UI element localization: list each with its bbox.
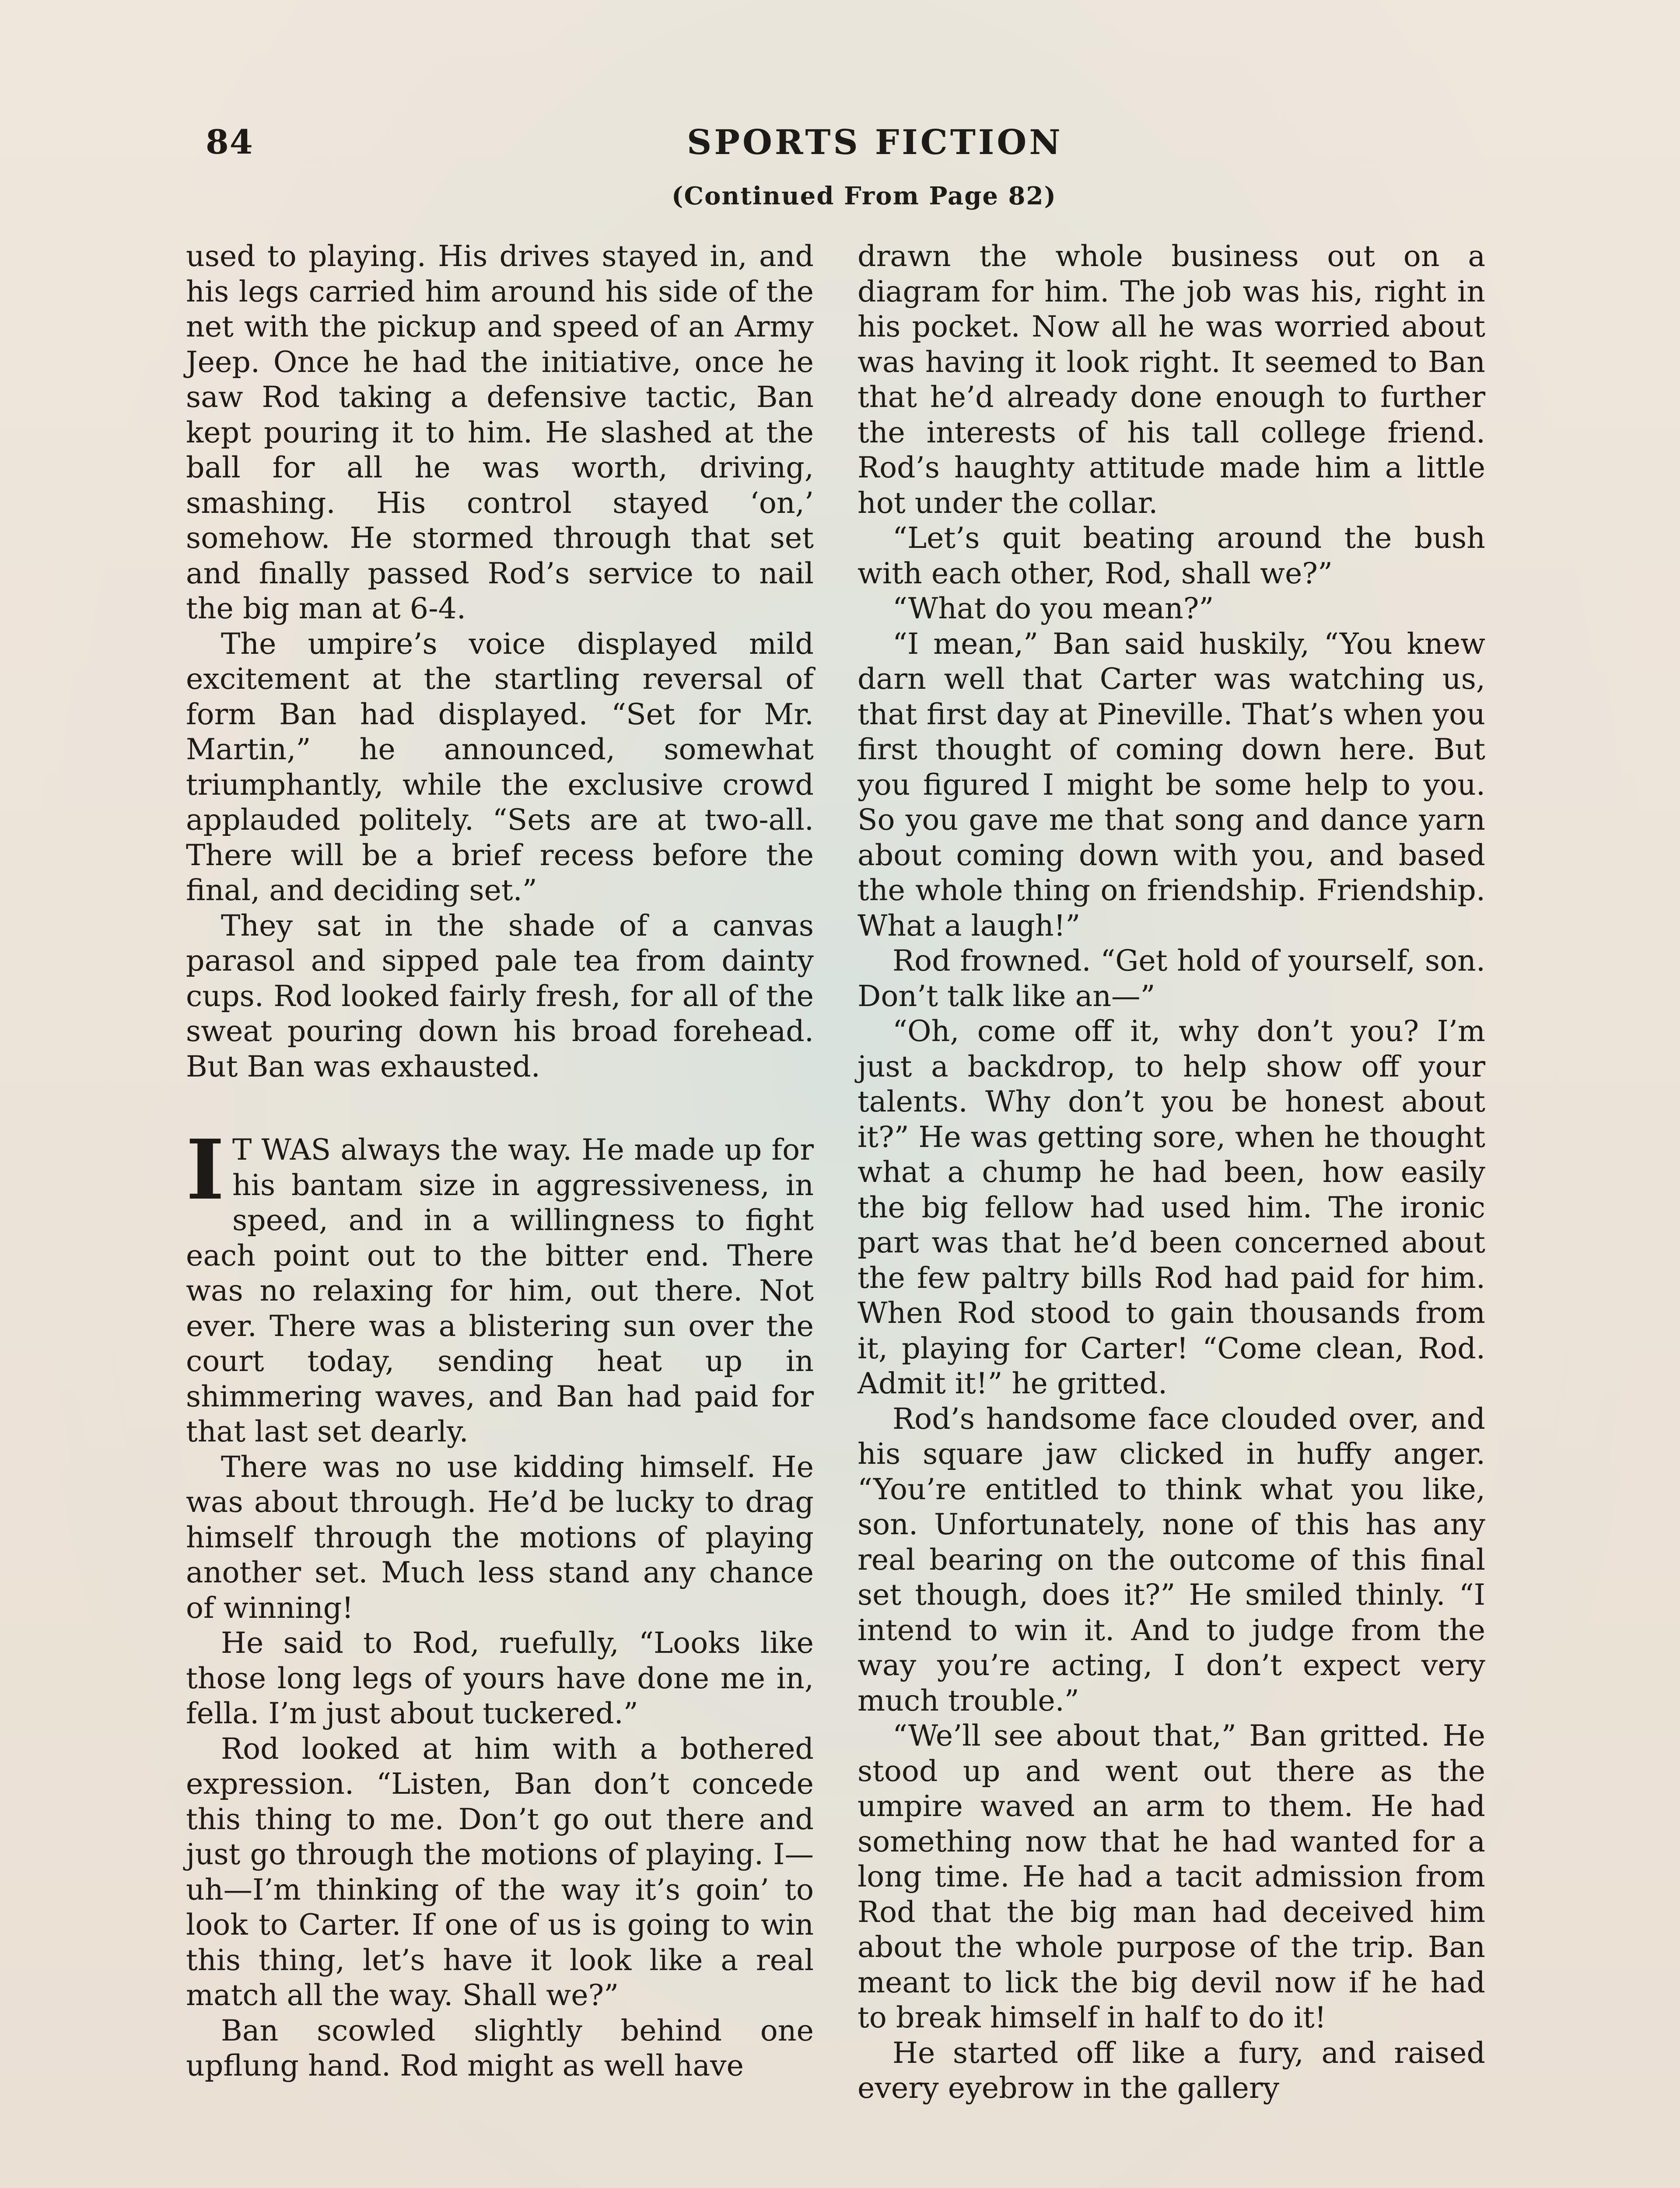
paragraph: drawn the whole business out on a diagram for him. The job was his, right in his pocket. Now all he was worried about was having it look right. It seemed to Ban that he’d already done enough to further the interests of his tall college friend. Rod’s haughty attitude made him a little hot under the collar. [858,239,1485,520]
paragraph: They sat in the shade of a canvas parasol and sipped pale tea from dainty cups. Rod looked fairly fresh, for all of the sweat pouring down his broad forehead. But Ban was exhausted. [186,908,814,1083]
dropcap-paragraph [186,1122,814,1449]
section-break [186,1084,814,1132]
paragraph: Ban scowled slightly behind one upflung hand. Rod might as well have [186,2013,814,2083]
paragraph: used to playing. His drives stayed in, and his legs carried him around his side of the net with the pickup and speed of an Army Jeep. Once he had the initiative, once he saw Rod taking a defensive tactic, Ban kept pouring it to him. He slashed at the ball for all he was worth, driving, smashing. His control stayed ‘on,’ somehow. He stormed through that set and finally passed Rod’s service to nail the big man at 6-4. [186,239,814,625]
magazine-title: SPORTS FICTION [687,123,1063,162]
paragraph: Rod frowned. “Get hold of yourself, son. Don’t talk like an—” [858,943,1485,1013]
page-header [0,118,1680,179]
drop-cap-letter: I [186,1122,224,1218]
paragraph: He started off like a fury, and raised every eyebrow in the gallery [858,2035,1485,2105]
paragraph: “What do you mean?” [892,591,1214,625]
paragraph: “I mean,” Ban said huskily, “You knew darn well that Carter was watching us, that first day at Pineville. That’s when you first thought of coming down here. But you figured I might be some help to you. So you gave me that song and dance yarn about coming down with you, and based the whole thing on friendship. Friendship. What a laugh!” [858,626,1485,943]
continued-note: (Continued From Page 82) [672,182,1057,210]
paragraph: Rod looked at him with a bothered expression. “Listen, Ban don’t concede this thing to me. Don’t go out there and just go through the motions of playing. I—uh—I’m thinking of the way it’s goin’ to look to Carter. If one of us is going to win this thing, let’s have it look like a real match all the way. Shall we?” [186,1731,814,2012]
paragraph: “Let’s quit beating around the bush with each other, Rod, shall we?” [858,521,1485,590]
paragraph-text: T WAS always the way. He made up for his bantam size in aggressiveness, in speed, and in a willingness to fight each point out to the bitter end. There was no relaxing for him, out there. Not ever. There was a blistering sun over the court today, sending heat up in shimmering waves, and Ban had paid for that last set dearly. [186,1133,814,1448]
page-number: 84 [206,123,254,161]
paragraph: “We’ll see about that,” Ban gritted. He stood up and went out there as the umpire waved an arm to them. He had something now that he had wanted for a long time. He had a tacit admission from Rod that the big man had deceived him about the whole purpose of the trip. Ban meant to lick the big devil now if he had to break himself in half to do it! [858,1718,1485,2034]
paragraph: He said to Rod, ruefully, “Looks like those long legs of yours have done me in, fella. I’m just about tuckered.” [186,1626,814,1730]
paragraph: Rod’s handsome face clouded over, and his square jaw clicked in huffy anger. “You’re entitled to think what you like, son. Unfortunately, none of this has any real bearing on the outcome of this final set though, does it?” He smiled thinly. “I intend to win it. And to judge from the way you’re acting, I don’t expect very much trouble.” [858,1401,1485,1718]
paragraph: There was no use kidding himself. He was about through. He’d be lucky to drag himself through the motions of playing another set. Much less stand any chance of winning! [186,1449,814,1625]
left-column [186,238,814,2083]
paragraph: The umpire’s voice displayed mild excitement at the startling reversal of form Ban had displayed. “Set for Mr. Martin,” he announced, somewhat triumphantly, while the exclusive crowd applauded politely. “Sets are at two-all. There will be a brief recess before the final, and deciding set.” [186,626,814,907]
right-column [858,238,1485,2106]
paragraph: “Oh, come off it, why don’t you? I’m just a backdrop, to help show off your talents. Why don’t you be honest about it?” He was getting sore, when he thought what a chump he had been, how easily the big fellow had used him. The ironic part was that he’d been concerned about the few paltry bills Rod had paid for him. When Rod stood to gain thousands from it, playing for Carter! “Come clean, Rod. Admit it!” he gritted. [858,1014,1485,1400]
